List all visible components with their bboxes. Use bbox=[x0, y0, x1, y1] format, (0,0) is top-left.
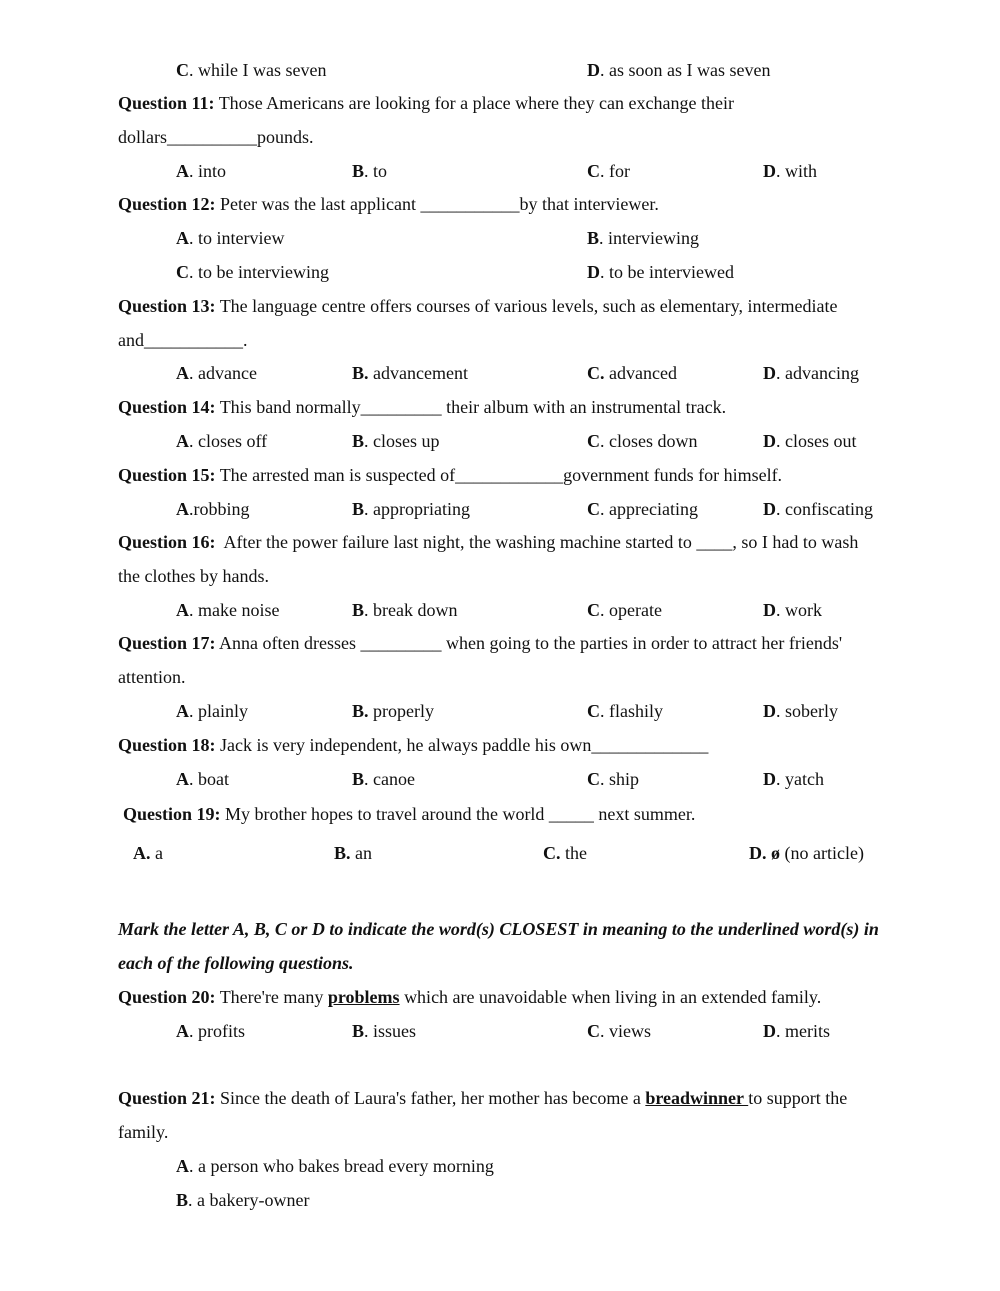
q12-option-b[interactable]: B. interviewing bbox=[587, 228, 699, 248]
q19-stem: Question 19: My brother hopes to travel around the world _____ next summer. bbox=[123, 804, 696, 824]
q19-option-a[interactable]: A. a bbox=[133, 843, 163, 863]
q13-option-a[interactable]: A. advance bbox=[176, 363, 257, 383]
q21-option-b[interactable]: B. a bakery-owner bbox=[176, 1190, 310, 1210]
q20-option-a[interactable]: A. profits bbox=[176, 1021, 245, 1041]
q17-option-b[interactable]: B. properly bbox=[352, 701, 434, 721]
q20-option-d[interactable]: D. merits bbox=[763, 1021, 830, 1041]
q14-stem: Question 14: This band normally_________ their album with an instrumental track. bbox=[118, 397, 727, 417]
q18-option-d[interactable]: D. yatch bbox=[763, 769, 824, 789]
q10-option-c[interactable]: C. while I was seven bbox=[176, 60, 327, 80]
q11-stem: Question 11: Those Americans are looking for a place where they can exchange their bbox=[118, 93, 734, 113]
q18-option-c[interactable]: C. ship bbox=[587, 769, 640, 789]
q14-option-b[interactable]: B. closes up bbox=[352, 431, 440, 451]
q19-option-d[interactable]: D. ø (no article) bbox=[749, 843, 864, 863]
q12-stem: Question 12: Peter was the last applicant ___________by that interviewer. bbox=[118, 194, 659, 214]
q17-option-d[interactable]: D. soberly bbox=[763, 701, 838, 721]
q10-option-d[interactable]: D. as soon as I was seven bbox=[587, 60, 771, 80]
q17-stem-cont: attention. bbox=[118, 667, 186, 687]
q19-option-c[interactable]: C. the bbox=[543, 843, 587, 863]
section-instruction-cont: each of the following questions. bbox=[118, 953, 354, 973]
q12-option-d[interactable]: D. to be interviewed bbox=[587, 262, 734, 282]
q14-option-a[interactable]: A. closes off bbox=[176, 431, 268, 451]
q14-option-c[interactable]: C. closes down bbox=[587, 431, 698, 451]
q13-stem: Question 13: The language centre offers courses of various levels, such as elementary, intermediate bbox=[118, 296, 838, 316]
q17-option-c[interactable]: C. flashily bbox=[587, 701, 663, 721]
q21-stem-cont: family. bbox=[118, 1122, 169, 1142]
q17-stem: Question 17: Anna often dresses _________ when going to the parties in order to attract her friends' bbox=[118, 633, 843, 653]
q20-option-c[interactable]: C. views bbox=[587, 1021, 651, 1041]
q16-stem: Question 16: After the power failure last night, the washing machine started to ____, so I had to wash bbox=[118, 532, 859, 552]
section-instruction: Mark the letter A, B, C or D to indicate the word(s) CLOSEST in meaning to the underlined word(s) in bbox=[118, 919, 879, 939]
q13-option-d[interactable]: D. advancing bbox=[763, 363, 859, 383]
q15-stem: Question 15: The arrested man is suspected of____________government funds for himself. bbox=[118, 465, 783, 485]
q21-stem: Question 21: Since the death of Laura's father, her mother has become a breadwinner to support the bbox=[118, 1088, 848, 1108]
q17-option-a[interactable]: A. plainly bbox=[176, 701, 248, 721]
q14-option-d[interactable]: D. closes out bbox=[763, 431, 857, 451]
q16-option-d[interactable]: D. work bbox=[763, 600, 822, 620]
q16-stem-cont: the clothes by hands. bbox=[118, 566, 269, 586]
q15-option-b[interactable]: B. appropriating bbox=[352, 499, 470, 519]
q13-stem-cont: and___________. bbox=[118, 330, 248, 350]
q20-option-b[interactable]: B. issues bbox=[352, 1021, 417, 1041]
q16-option-a[interactable]: A. make noise bbox=[176, 600, 280, 620]
q13-option-b[interactable]: B. advancement bbox=[352, 363, 468, 383]
q21-option-a[interactable]: A. a person who bakes bread every morning bbox=[176, 1156, 494, 1176]
q12-option-c[interactable]: C. to be interviewing bbox=[176, 262, 329, 282]
q16-option-b[interactable]: B. break down bbox=[352, 600, 458, 620]
q11-stem-cont: dollars__________pounds. bbox=[118, 127, 314, 147]
q19-option-b[interactable]: B. an bbox=[334, 843, 373, 863]
q18-stem: Question 18: Jack is very independent, he always paddle his own_____________ bbox=[118, 735, 709, 755]
q11-option-a[interactable]: A. into bbox=[176, 161, 227, 181]
q20-underlined-word: problems bbox=[327, 987, 400, 1007]
q15-option-d[interactable]: D. confiscating bbox=[763, 499, 873, 519]
q12-option-a[interactable]: A. to interview bbox=[176, 228, 285, 248]
q21-underlined-word: breadwinner bbox=[645, 1088, 749, 1108]
q11-option-b[interactable]: B. to bbox=[352, 161, 388, 181]
q11-option-d[interactable]: D. with bbox=[763, 161, 818, 181]
q15-option-c[interactable]: C. appreciating bbox=[587, 499, 698, 519]
q18-option-a[interactable]: A. boat bbox=[176, 769, 229, 789]
q11-option-c[interactable]: C. for bbox=[587, 161, 630, 181]
q20-stem: Question 20: There're many problems which are unavoidable when living in an extended family. bbox=[118, 987, 822, 1007]
q16-option-c[interactable]: C. operate bbox=[587, 600, 662, 620]
q18-option-b[interactable]: B. canoe bbox=[352, 769, 415, 789]
q13-option-c[interactable]: C. advanced bbox=[587, 363, 677, 383]
q15-option-a[interactable]: A.robbing bbox=[176, 499, 250, 519]
